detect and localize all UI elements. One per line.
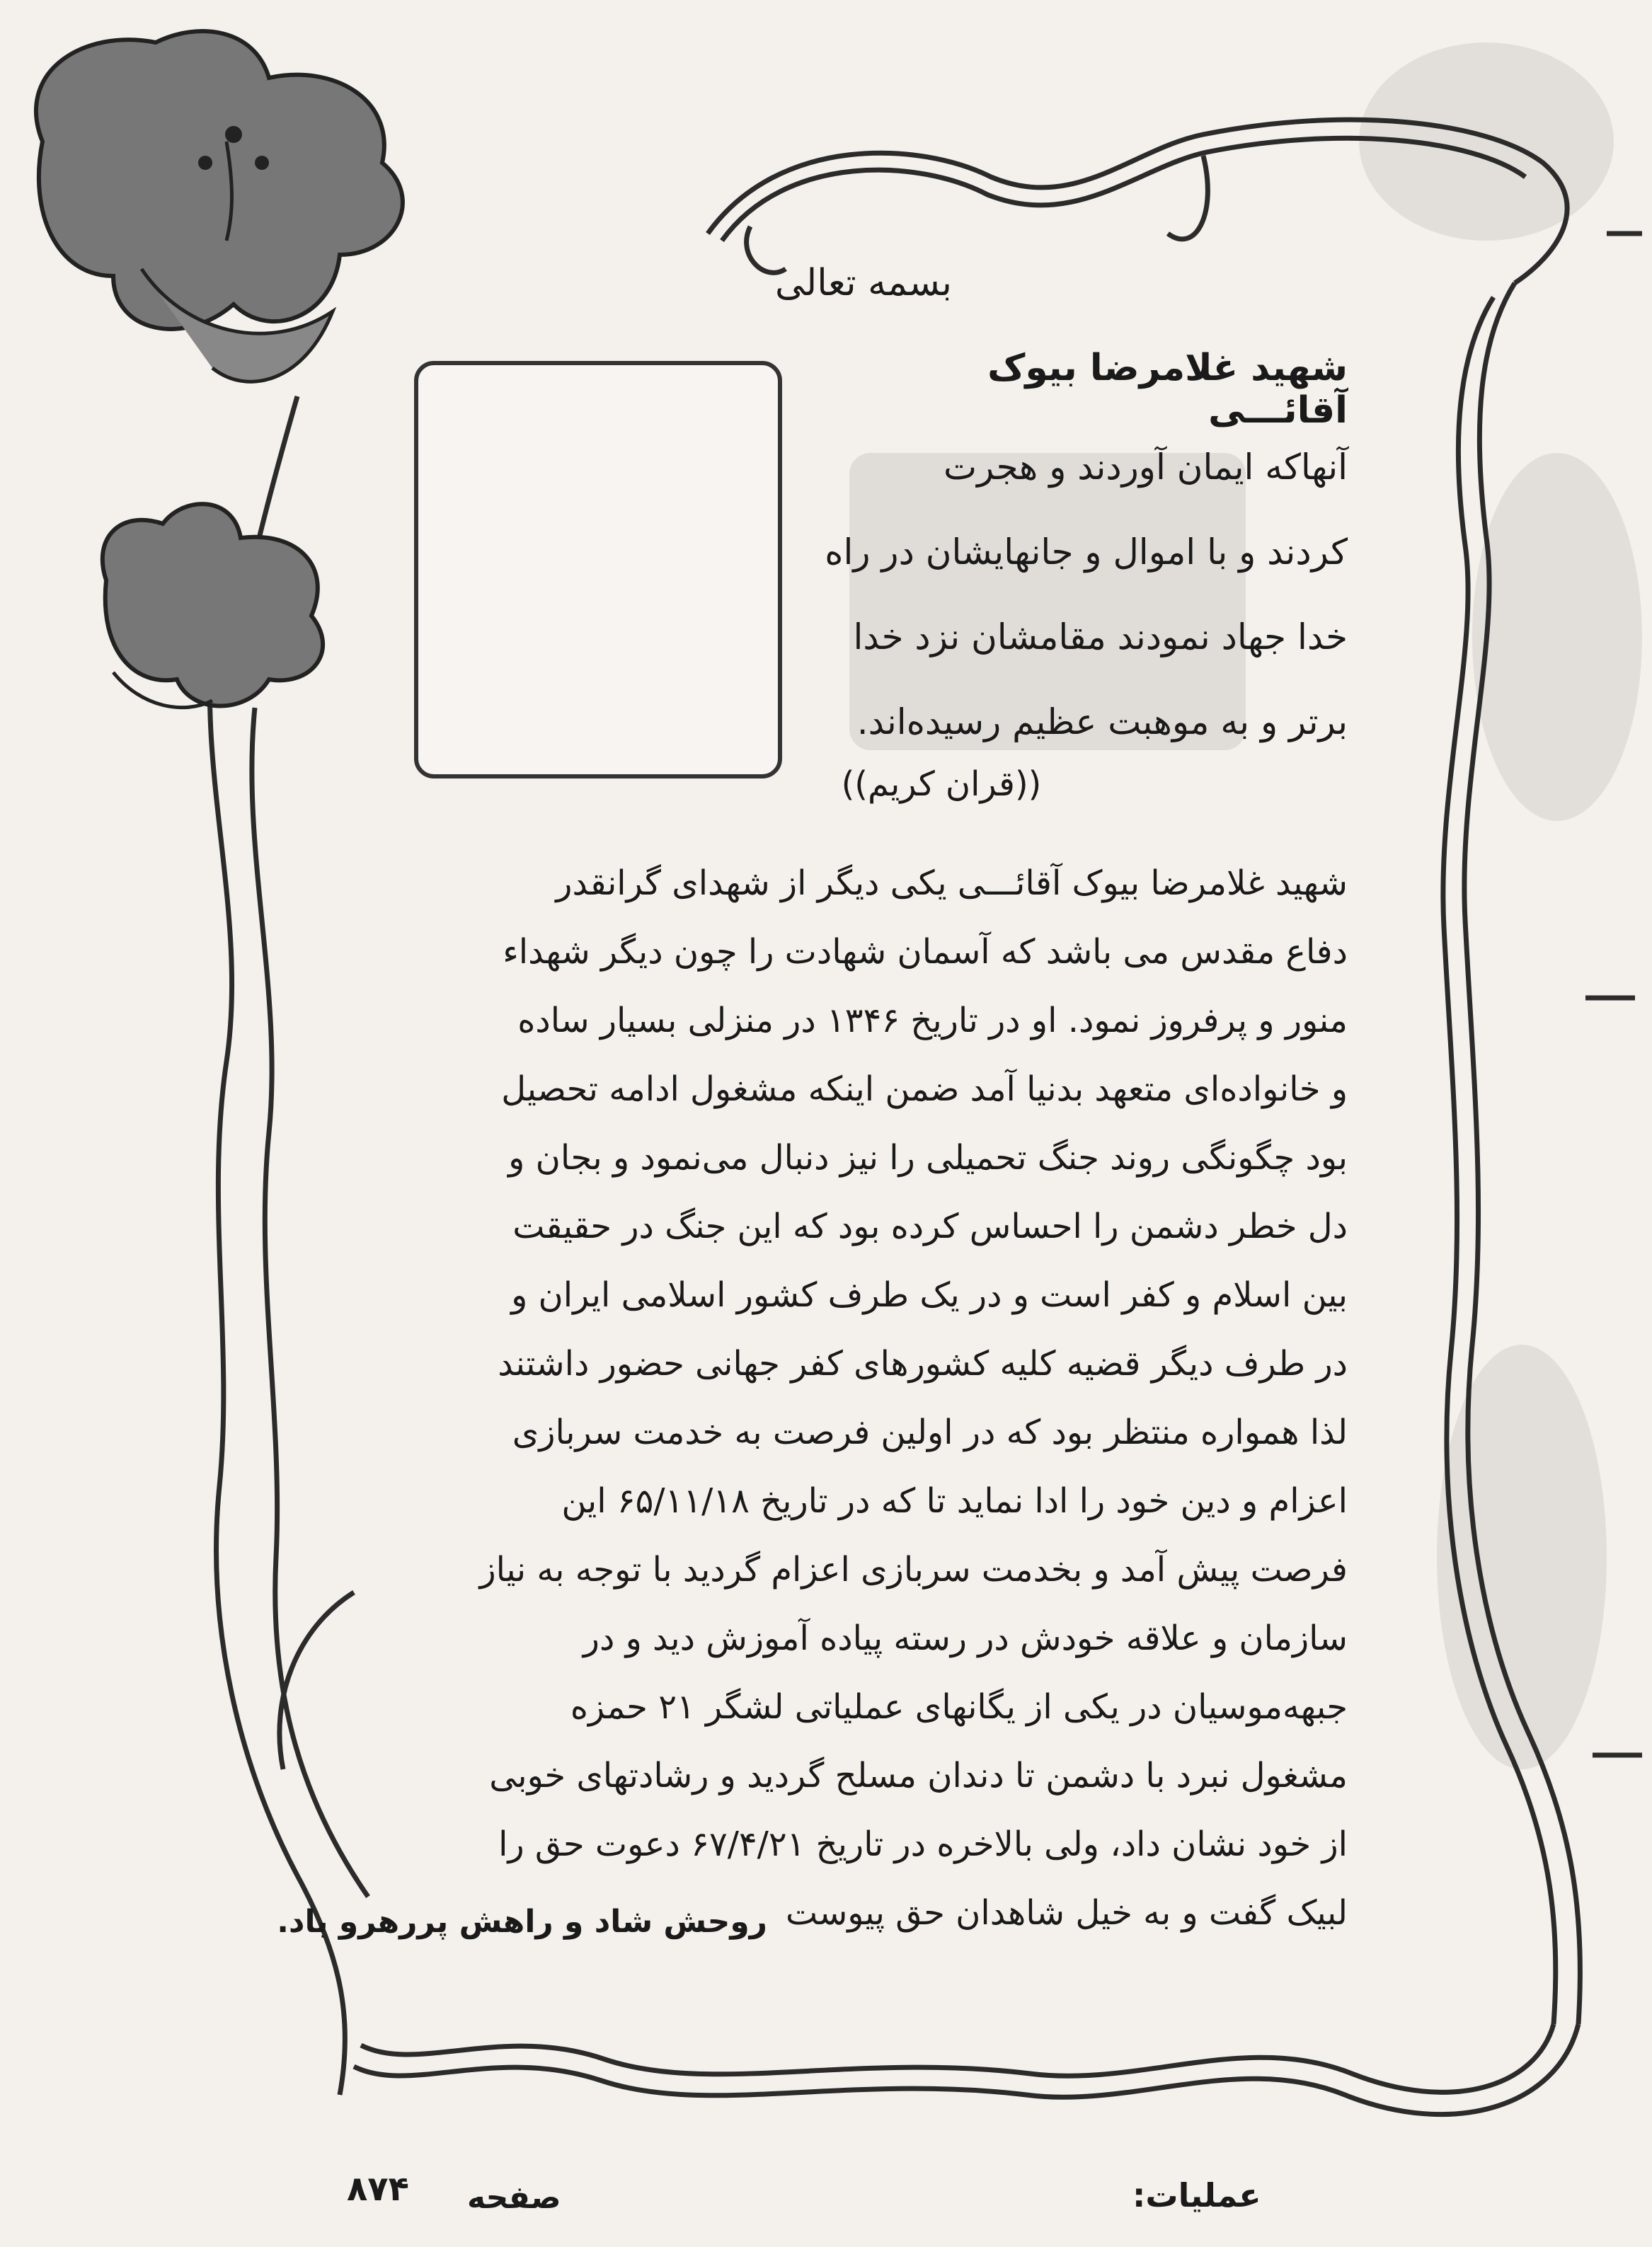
biography-line: بود چگونگی روند جنگ تحمیلی را نیز دنبال می‌نمود و بجان و [508,1138,1348,1178]
biography-line: دفاع مقدس می باشد که آسمان شهادت را چون دیگر شهداء [503,932,1348,972]
photo-frame [414,361,782,778]
biography-line: فرصت پیش آمد و بخدمت سربازی اعزام گردید با توجه به نیاز [479,1550,1348,1590]
martyr-name-heading: شهید غلامرضا بیوک آقائـــی [987,347,1348,432]
quran-verse [825,425,1348,764]
biography-line: در طرف دیگر قضیه کلیه کشورهای کفر جهانی حضور داشتند [498,1344,1348,1384]
verse-line: کردند و با اموال و جانهایشان در راه [825,531,1348,573]
biography-text [343,849,1348,1948]
biography-line: مشغول نبرد با دشمن تا دندان مسلح گردید و رشادتهای خوبی [489,1756,1348,1795]
biography-line: بین اسلام و کفر است و در یک طرف کشور اسلامی ایران و [511,1275,1348,1315]
operations-label: عملیات: [1132,2176,1261,2214]
closing-prayer: روحش شاد و راهش پررهرو باد. [277,1904,767,1940]
flower-middle [103,504,323,708]
biography-line: سازمان و علاقه خودش در رسته پیاده آموزش دید و در [583,1619,1348,1658]
verse-line: آنهاکه ایمان آوردند و هجرت [943,447,1348,488]
verse-source: ((قران کریم)) [841,764,1042,804]
biography-line: شهید غلامرضا بیوک آقائـــی یکی دیگر از شهدای گرانقدر [556,863,1348,903]
biography-line: لبیک گفت و به خیل شاهدان حق پیوست [785,1893,1348,1933]
verse-line: خدا جهاد نمودند مقامشان نزد خدا [853,616,1348,657]
biography-line: منور و پرفروز نمود. او در تاریخ ۱۳۴۶ در منزلی بسیار ساده [517,1001,1348,1040]
verse-line: برتر و به موهبت عظیم رسیده‌اند. [856,701,1348,742]
biography-line: جبهه‌موسیان در یکی از یگانهای عملیاتی لشگر ۲۱ حمزه [570,1687,1348,1727]
biography-line: و خانواده‌ای متعهد بدنیا آمد ضمن اینکه مشغول ادامه تحصیل [501,1069,1348,1109]
biography-line: لذا همواره منتظر بود که در اولین فرصت به خدمت سربازی [512,1413,1348,1452]
biography-line: دل خطر دشمن را احساس کرده بود که این جنگ در حقیقت [512,1207,1348,1246]
header-title: بسمه تعالی [775,262,952,304]
biography-line: اعزام و دین خود را ادا نماید تا که در تاریخ ۶۵/۱۱/۱۸ این [561,1481,1348,1521]
page-label: صفحه [467,2180,561,2216]
biography-line: از خود نشان داد، ولی بالاخره در تاریخ ۶۷/۴/۲۱ دعوت حق را [498,1824,1348,1864]
page-number: ۸۷۴ [347,2169,409,2209]
flower-top [36,31,403,381]
